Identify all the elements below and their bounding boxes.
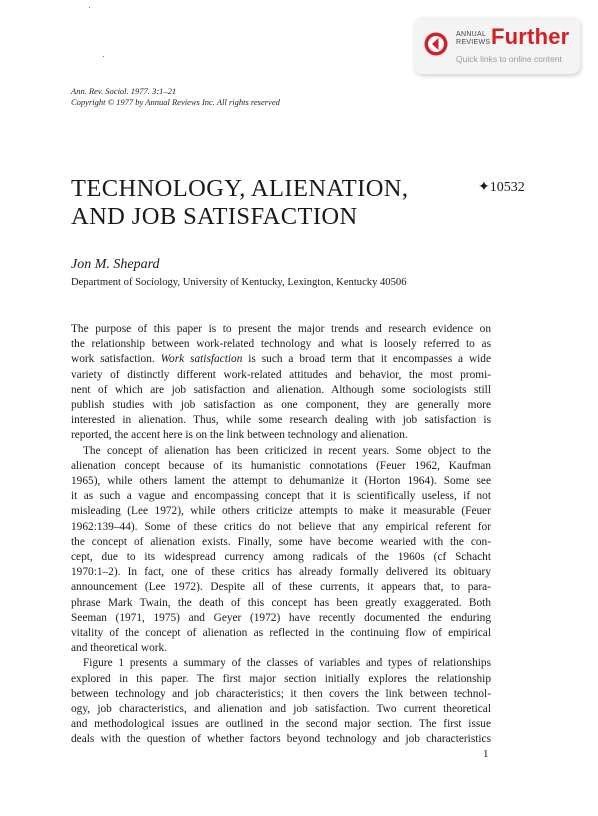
copyright-line: Copyright © 1977 by Annual Reviews Inc. All rights reserved — [71, 97, 280, 107]
body-line: and methodological issues are outlined in the second major section. The first issue — [71, 718, 491, 731]
document-number: ✦10532 — [478, 180, 525, 195]
brand-line-reviews: REVIEWS — [456, 39, 491, 46]
body-line: explored in this paper. The first major section initially explores the relationship — [71, 672, 491, 685]
scan-speck — [103, 56, 104, 57]
further-tagline: Quick links to online content — [456, 54, 562, 64]
body-line: interested in alienation. Thus, while some research dealing with job satisfaction is — [71, 414, 491, 427]
body-line: Figure 1 presents a summary of the classes of variables and types of relationships — [83, 657, 491, 670]
journal-citation — [71, 86, 280, 108]
scan-speck — [89, 7, 90, 8]
body-line: ogy, job characteristics, and alienation and job satisfaction. Two current theoretical — [71, 703, 491, 716]
body-line: it as such a vague and encompassing concept that it is scientifically useless, if not — [71, 490, 491, 503]
author-name: Jon M. Shepard — [71, 257, 160, 272]
article-body — [71, 322, 491, 748]
body-line: 1965), while others lament the attempt to dehumanize it (Horton 1964). Some see — [71, 475, 491, 488]
title-line-1: TECHNOLOGY, ALIENATION, — [71, 175, 409, 202]
annual-reviews-logo-icon — [424, 32, 448, 56]
body-line: The concept of alienation has been criticized in recent years. Some object to the — [83, 444, 491, 457]
body-line: work satisfaction. Work satisfaction is such a broad term that it encompasses a wide — [71, 353, 492, 366]
body-line: publish studies with job satisfaction as one component, they are generally more — [71, 399, 491, 412]
body-line: phrase Mark Twain, the death of this concept has been greatly exaggerated. Both — [71, 596, 491, 609]
page-number: 1 — [483, 748, 489, 760]
article-title — [71, 175, 408, 231]
body-line: 1962:139–44). Some of these critics do not believe that any empirical referent for — [71, 520, 491, 533]
brand-line-annual: ANNUAL — [456, 31, 487, 38]
title-line-2: AND JOB SATISFACTION — [71, 203, 358, 230]
body-line: the relationship between work-related technology and what is loosely referred to as — [71, 338, 491, 351]
body-line: The purpose of this paper is to present the major trends and research evidence on — [71, 323, 491, 335]
body-line: alienation concept because of its humanistic connotations (Feuer 1962, Kaufman — [71, 459, 491, 472]
further-label: Further — [491, 24, 570, 49]
body-line: reported, the accent here is on the link between technology and alienation. — [71, 429, 408, 442]
body-line: deals with the question of whether factors beyond technology and job characteristics — [71, 733, 491, 746]
body-line: vitality of the concept of alienation as reflected in the continuing flow of empirical — [71, 627, 491, 640]
body-line: Seeman (1971, 1975) and Geyer (1972) have recently documented the enduring — [71, 611, 491, 624]
body-line: and theoretical work. — [71, 642, 168, 655]
annual-reviews-wordmark — [456, 31, 490, 47]
body-line: the concept of alienation exists. Finally, some have become wearied with the con- — [71, 535, 491, 548]
body-line: 1970:1–2). In fact, one of these critics has already formally delivered its obituary — [71, 566, 491, 579]
author-affiliation: Department of Sociology, University of Kentucky, Lexington, Kentucky 40506 — [71, 277, 407, 288]
citation-line: Ann. Rev. Sociol. 1977. 3:1–21 — [71, 86, 177, 96]
body-line: misleading (Lee 1972), while others criticize attempts to make it measurable (Feuer — [71, 505, 491, 518]
body-line: cept, due to its widespread currency among radicals of the 1960s (cf Schacht — [71, 551, 491, 564]
body-line: between technology and job characteristics; it then covers the link between technol- — [71, 687, 491, 700]
body-line: nent of which are job satisfaction and alienation. Although some sociologists still — [71, 383, 491, 396]
further-links-banner[interactable] — [414, 17, 580, 74]
body-line: announcement (Lee 1972). Despite all of these currents, it appears that, to para- — [71, 581, 491, 594]
body-line: variety of distinctly different work-related attitudes and behavior, the most promi- — [71, 368, 491, 381]
